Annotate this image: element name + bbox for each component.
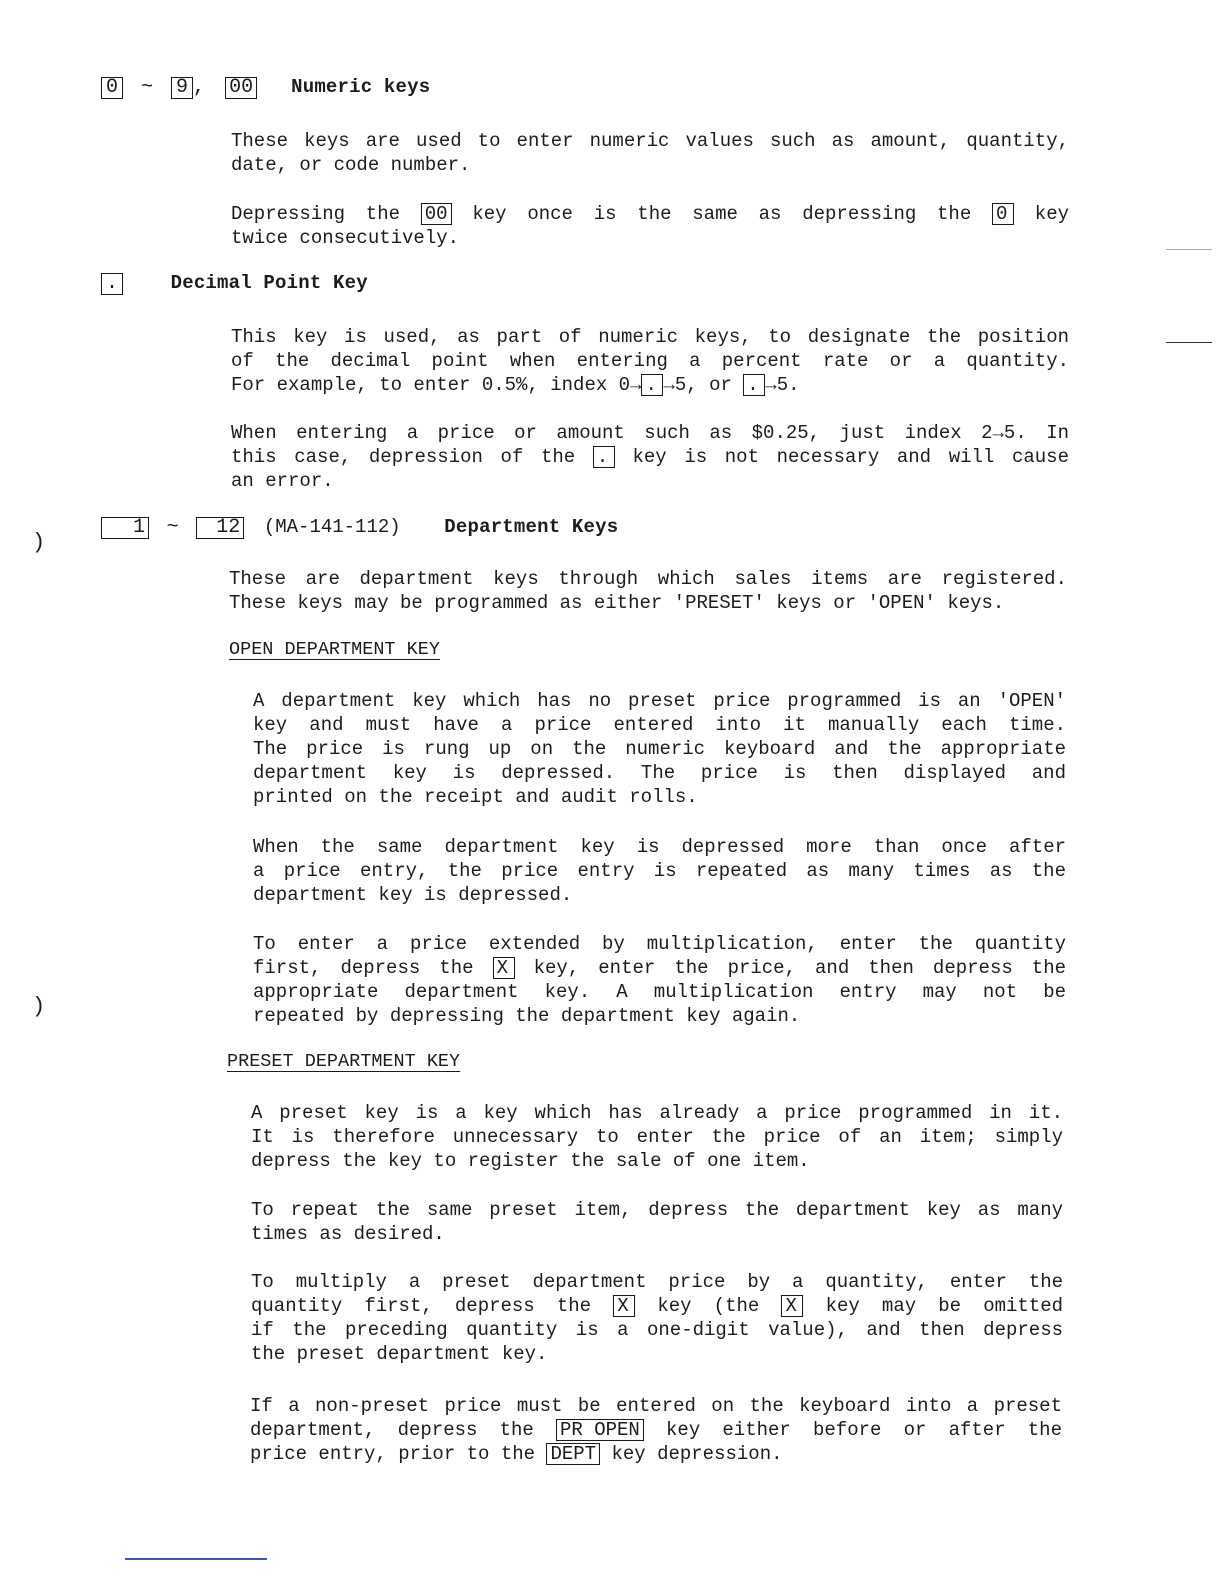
text-line: department key is depressed. The price is then displayed and xyxy=(253,762,1066,784)
text-line: These keys are used to enter numeric values such as amount, quantity, xyxy=(231,130,1069,152)
decimal-key-header xyxy=(101,272,368,295)
margin-mark: ) xyxy=(32,530,46,555)
decimal-paragraph-2 xyxy=(231,421,1069,493)
key-multiply-inline: X xyxy=(493,957,515,979)
text-line: These are department keys through which sales items are registered. xyxy=(229,568,1067,590)
text-fragment: key, enter the price, and then depress the xyxy=(533,957,1066,979)
bottom-rule xyxy=(125,1558,267,1560)
text-line xyxy=(250,1442,1062,1466)
key-decimal-inline: . xyxy=(593,446,615,468)
text-line: This key is used, as part of numeric keys, to designate the position xyxy=(231,326,1069,348)
text-line xyxy=(231,373,1069,397)
numeric-paragraph-2 xyxy=(231,202,1069,250)
text-line: It is therefore unnecessary to enter the price of an item; simply xyxy=(251,1126,1063,1148)
text-fragment: this case, depression of the xyxy=(231,446,576,468)
open-paragraph-1 xyxy=(253,689,1066,809)
edge-mark xyxy=(1166,342,1212,343)
text-line: depress the key to register the sale of one item. xyxy=(251,1150,810,1172)
text-fragment: Depressing the xyxy=(231,203,400,225)
text-fragment: key either before or after the xyxy=(666,1419,1062,1441)
open-paragraph-2 xyxy=(253,835,1066,907)
section-title-decimal: Decimal Point Key xyxy=(170,272,368,294)
text-line: department key is depressed. xyxy=(253,884,573,906)
text-line: appropriate department key. A multiplication entry may not be xyxy=(253,981,1066,1003)
numeric-paragraph-1 xyxy=(231,129,1069,177)
department-intro xyxy=(229,567,1067,615)
decimal-paragraph-1 xyxy=(231,325,1069,397)
key-dept-12: 12 xyxy=(196,517,244,539)
text-line: A department key which has no preset price programmed is an 'OPEN' xyxy=(253,690,1066,712)
text-line xyxy=(231,445,1069,469)
key-dept-inline: DEPT xyxy=(546,1443,600,1465)
range-tilde: ~ xyxy=(166,516,179,539)
key-decimal-inline: . xyxy=(641,374,663,396)
text-line: When the same department key is depressed more than once after xyxy=(253,836,1066,858)
key-multiply-inline: X xyxy=(613,1295,635,1317)
text-fragment: first, depress the xyxy=(253,957,474,979)
key-0-inline: 0 xyxy=(992,203,1014,225)
preset-paragraph-1 xyxy=(251,1101,1063,1173)
key-9: 9 xyxy=(171,77,193,99)
preset-paragraph-4 xyxy=(250,1394,1062,1466)
text-line: if the preceding quantity is a one-digit value), and then depress xyxy=(251,1319,1063,1341)
text-line: The price is rung up on the numeric keyboard and the appropriate xyxy=(253,738,1066,760)
text-fragment: price entry, prior to the xyxy=(250,1443,536,1465)
text-line: To enter a price extended by multiplication, enter the quantity xyxy=(253,933,1066,955)
text-fragment: →5. xyxy=(765,374,800,396)
key-pr-open-inline: PR OPEN xyxy=(556,1419,644,1441)
text-line: A preset key is a key which has already a price programmed in it. xyxy=(251,1102,1063,1124)
text-line: an error. xyxy=(231,470,334,492)
text-line xyxy=(231,202,1069,226)
preset-department-heading: PRESET DEPARTMENT KEY xyxy=(227,1051,461,1072)
text-line: date, or code number. xyxy=(231,154,471,176)
open-department-heading: OPEN DEPARTMENT KEY xyxy=(229,639,440,660)
open-paragraph-3 xyxy=(253,932,1066,1028)
preset-paragraph-3 xyxy=(251,1270,1063,1366)
department-keys-header xyxy=(101,516,618,539)
text-line xyxy=(251,1294,1063,1318)
preset-paragraph-2 xyxy=(251,1198,1063,1246)
text-fragment: key may be omitted xyxy=(825,1295,1064,1317)
text-line: When entering a price or amount such as $0.25, just index 2→5. In xyxy=(231,422,1069,444)
text-fragment: key xyxy=(1034,203,1070,225)
margin-mark: ) xyxy=(32,994,46,1019)
text-line: printed on the receipt and audit rolls. xyxy=(253,786,698,808)
comma: , xyxy=(193,76,206,99)
text-line: the preset department key. xyxy=(251,1343,548,1365)
range-tilde: ~ xyxy=(141,76,154,99)
section-title-department: Department Keys xyxy=(444,516,619,538)
text-line: To repeat the same preset item, depress the department key as many xyxy=(251,1199,1063,1221)
text-fragment: key once is the same as depressing the xyxy=(472,203,972,225)
model-number: (MA-141-112) xyxy=(263,516,401,538)
text-line: times as desired. xyxy=(251,1223,445,1245)
key-decimal-inline: . xyxy=(743,374,765,396)
text-line: twice consecutively. xyxy=(231,227,460,249)
text-line: To multiply a preset department price by a quantity, enter the xyxy=(251,1271,1063,1293)
text-line: key and must have a price entered into it manually each time. xyxy=(253,714,1066,736)
text-fragment: →5, or xyxy=(663,374,732,396)
text-fragment: key depression. xyxy=(611,1443,783,1465)
text-line: of the decimal point when entering a percent rate or a quantity. xyxy=(231,350,1069,372)
edge-mark xyxy=(1166,249,1212,250)
key-00-inline: 00 xyxy=(421,203,452,225)
text-line: If a non-preset price must be entered on the keyboard into a preset xyxy=(250,1395,1062,1417)
key-multiply-inline: X xyxy=(781,1295,803,1317)
text-fragment: key is not necessary and will cause xyxy=(632,446,1069,468)
key-0: 0 xyxy=(101,77,123,99)
numeric-keys-header xyxy=(101,76,430,99)
text-fragment: For example, to enter 0.5%, index 0→ xyxy=(231,374,642,396)
text-line: a price entry, the price entry is repeated as many times as the xyxy=(253,860,1066,882)
text-fragment: department, depress the xyxy=(250,1419,534,1441)
key-decimal-point: . xyxy=(101,273,123,295)
text-line: repeated by depressing the department key again. xyxy=(253,1005,801,1027)
section-title-numeric: Numeric keys xyxy=(291,76,431,98)
key-dept-1: 1 xyxy=(101,517,149,539)
text-line xyxy=(253,956,1066,980)
text-fragment: key (the xyxy=(657,1295,760,1317)
key-00: 00 xyxy=(225,77,257,99)
text-line xyxy=(250,1418,1062,1442)
text-line: These keys may be programmed as either 'PRESET' keys or 'OPEN' keys. xyxy=(229,592,1005,614)
text-fragment: quantity first, depress the xyxy=(251,1295,592,1317)
